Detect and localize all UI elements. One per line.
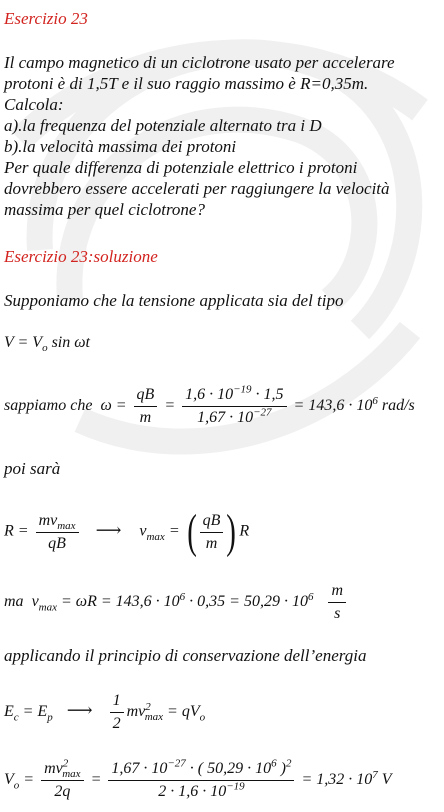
problem-line: Il campo magnetico di un ciclotrone usato per accelerare xyxy=(4,53,395,72)
problem-line: dovrebbero essere accelerati per raggiungere la velocità xyxy=(4,179,390,198)
fraction-omega-values: $\frac{1,6 \cdot 10^{-19} \cdot 1,5}{1,67 \cdot 10^{-27}}$ xyxy=(182,386,286,427)
v0-unit: V xyxy=(381,771,392,789)
unit-m-s: $\frac{m}{s}$ xyxy=(328,582,346,623)
problem-text xyxy=(4,52,395,220)
problem-line: b).la velocità massima dei protoni xyxy=(4,137,237,156)
solution-then: poi sarà xyxy=(4,459,61,478)
exercise-title: Esercizio 23 xyxy=(4,9,88,28)
solution-energy: applicando il principio di conservazione dell’energia xyxy=(4,646,367,665)
problem-line: massima per quel ciclotrone? xyxy=(4,200,205,219)
fraction-v0-values: $\frac{1,67 \cdot 10^{-27} \cdot ( 50,29 \cdot 10^6 )^2}{2 \cdot 1,6 \cdot 10^{-19}}$ xyxy=(108,760,294,801)
solution-intro: Supponiamo che la tensione applicata sia del tipo xyxy=(4,291,344,310)
equation-voltage: $V = V_o$ sin ωt xyxy=(4,334,90,355)
vmax-intro: ma xyxy=(4,593,24,611)
omega-unit: rad/s xyxy=(381,397,415,415)
arrow-icon: ⟶ xyxy=(95,519,122,540)
equation-vmax: ma $v_{max} = \omega R = 143,6 \cdot 10^6 \cdot 0,35 = 50,29 \cdot 10^6$ $\frac{m}{s}$ xyxy=(4,582,349,623)
equation-radius: R = $\frac{mv_{max}}{qB}$ ⟶ $v_{max}$ = ( $\frac{qB}{m}$ ) R xyxy=(4,505,250,558)
omega-result: 143,6 · 10 xyxy=(308,397,373,415)
equation-v0: $V_o$ = $\frac{mv^2_{max}}{2q}$ = $\frac{1,67 \cdot 10^{-27} \cdot ( 50,29 \cdot 10^6 )^2}{2 \cdot 1,6 \cdot 10^{-19}}$ = $1,32 \cdot 10^7$ V xyxy=(4,757,392,800)
equation-energy: $E_c = E_p$ ⟶ $\frac{1}{2}$ $mv^2_{max} = qV_o$ xyxy=(4,692,206,732)
omega-intro: sappiamo che xyxy=(4,397,93,415)
fraction-qb-m: $\frac{qB}{m}$ xyxy=(134,386,158,427)
equation-omega: sappiamo che ω = $\frac{qB}{m}$ = $\frac{1,6 \cdot 10^{-19} \cdot 1,5}{1,67 \cdot 10^{-27}}$ = $143,6 \cdot 10^6$ rad/s xyxy=(4,383,415,426)
problem-line: protoni è di 1,5T e il suo raggio massimo è R=0,35m. xyxy=(4,74,369,93)
arrow-icon: ⟶ xyxy=(66,700,93,721)
v0-result: 1,32 · 10 xyxy=(316,771,373,789)
solution-title: Esercizio 23:soluzione xyxy=(4,247,158,266)
problem-line: Calcola: xyxy=(4,95,64,114)
problem-line: Per quale differenza di potenziale elettrico i protoni xyxy=(4,158,358,177)
problem-line: a).la frequenza del potenziale alternato tra i D xyxy=(4,116,322,135)
